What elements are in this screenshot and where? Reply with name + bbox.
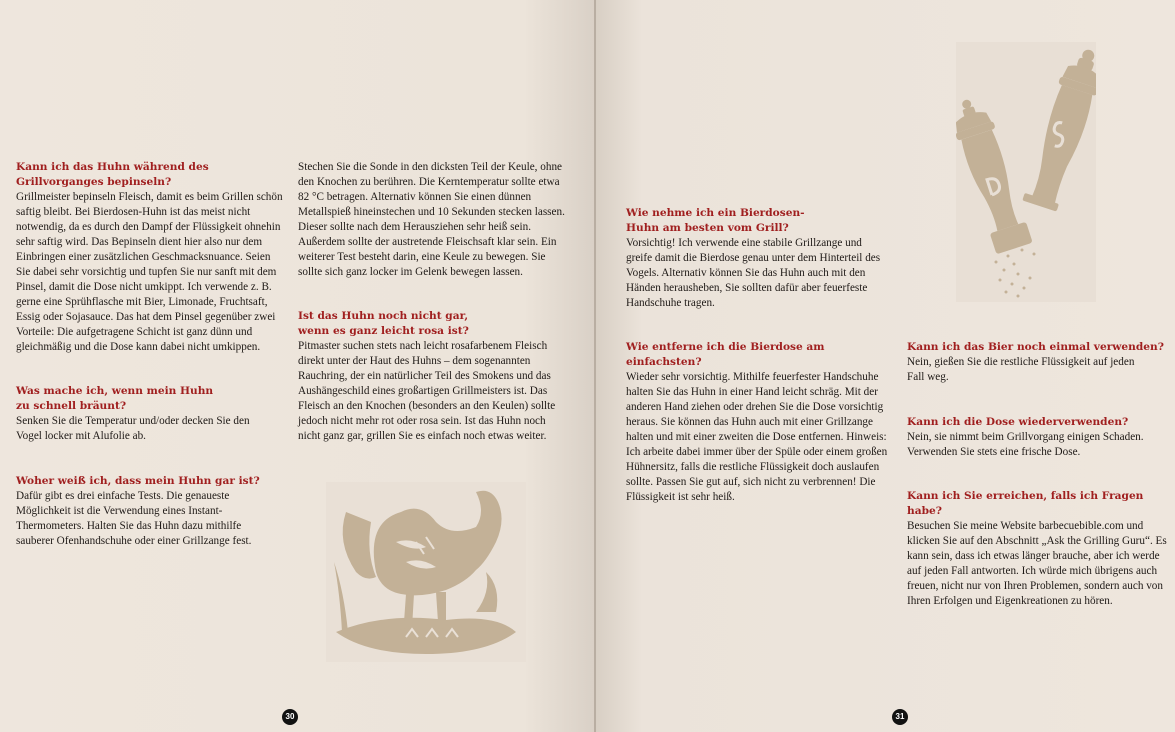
answer-text: Vorsichtig! Ich verwende eine stabile Grillzange und greife damit die Bierdose genau unter dem Hinterteil des Vogels. Alternativ können Sie das Huhn auch mit den Händen herausheben, Sie sollten dafür aber feuerfeste Handschuhe tragen. <box>626 237 881 309</box>
question-heading: Kann ich die Dose wiederverwenden? <box>907 416 1129 428</box>
answer-text: Dafür gibt es drei einfache Tests. Die genaueste Möglichkeit ist die Verwendung eines Instant-Thermometers. Halten Sie das Huhn dazu mithilfe sauberer Ofenhandschuhe oder einer Grillzange fest. <box>16 490 252 547</box>
book-spine <box>594 0 596 732</box>
right-column-2-q2 <box>907 415 1169 460</box>
salt-pepper-shaker-illustration <box>956 42 1096 302</box>
left-column-1 <box>16 160 286 355</box>
question-heading: Kann ich das Huhn während des Grillvorganges bepinseln? <box>16 161 209 188</box>
hen-illustration <box>326 482 526 662</box>
question-heading: Wie nehme ich ein Bierdosen-Huhn am besten vom Grill? <box>626 207 805 234</box>
left-column-1-q3 <box>16 474 278 549</box>
answer-text: Wieder sehr vorsichtig. Mithilfe feuerfester Handschuhe halten Sie das Huhn in einer Hand leicht schräg. Mit der anderen Hand ziehen oder drehen Sie die Dose vorsichtig heraus. Sie können das Huhn auch mit einer Grillzange halten und mit einer zweiten die Dose entfernen. Hinweis: Ich arbeite dabei immer über der Spüle oder einem großen Hühnersitz, falls die restliche Flüssigkeit doch auslaufen sollte. Passen Sie gut auf, sich nicht zu verbrennen! Die Flüssigkeit ist sehr heiß. <box>626 371 888 503</box>
question-heading: Woher weiß ich, dass mein Huhn gar ist? <box>16 475 260 487</box>
answer-text: Stechen Sie die Sonde in den dicksten Teil der Keule, ohne den Knochen zu berühren. Die Kerntemperatur sollte etwa 82 °C betragen. Alternativ können Sie einen dünnen Metallspieß hineinstechen und 10 Sekunden stecken lassen. Dieser sollte nach dem Herausziehen sehr heiß sein. Außerdem sollte der austretende Fleischsaft klar sein. Ein weiterer Test besteht darin, eine Keule zu bewegen. Sie sollte sich ganz locker im Gelenk bewegen lassen. <box>298 161 565 278</box>
answer-text: Besuchen Sie meine Website barbecuebible.com und klicken Sie auf den Abschnitt „Ask the Grilling Guru“. Es kann sein, dass ich etwas länger brauche, aber ich werde auf jeden Fall antworten. Ich würde mich übrigens auch freuen, nicht nur von Ihren Problemen, sondern auch von Ihren Erfolgen und Eigenkreationen zu hören. <box>907 520 1167 607</box>
answer-text: Senken Sie die Temperatur und/oder decken Sie den Vogel locker mit Alufolie ab. <box>16 415 250 442</box>
left-column-2-q1 <box>298 309 568 444</box>
right-column-1-q2 <box>626 340 896 505</box>
left-column-1-q2 <box>16 384 278 444</box>
question-heading: Was mache ich, wenn mein Huhn zu schnell bräunt? <box>16 385 214 412</box>
page-number-left: 30 <box>282 709 298 725</box>
question-heading: Kann ich das Bier noch einmal verwenden? <box>907 341 1164 353</box>
question-heading: Kann ich Sie erreichen, falls ich Fragen habe? <box>907 490 1144 517</box>
left-column-2 <box>298 160 568 280</box>
right-column-1 <box>626 206 896 311</box>
right-column-2 <box>907 340 1169 385</box>
answer-text: Nein, sie nimmt beim Grillvorgang einigen Schaden. Verwenden Sie stets eine frische Dose. <box>907 431 1144 458</box>
question-heading: Wie entferne ich die Bierdose am einfachsten? <box>626 341 825 368</box>
page-number-right: 31 <box>892 709 908 725</box>
answer-text: Nein, gießen Sie die restliche Flüssigkeit auf jeden Fall weg. <box>907 356 1135 383</box>
answer-text: Grillmeister bepinseln Fleisch, damit es beim Grillen schön saftig bleibt. Bei Bierdosen-Huhn ist das meist nicht notwendig, da es durch den Dampf der Flüssigkeit ohnehin sehr saftig wird. Das Bepinseln dient hier also nur dem Einbringen einer zusätzlichen Geschmacksnuance. Seien Sie dabei sehr vorsichtig und tupfen Sie nur sanft mit dem Pinsel, damit die Dose nicht umkippt. Ich verwende z. B. gerne eine Sprühflasche mit Bier, Limonade, Fruchtsaft, Essig oder Sojasauce. Das hat dem Pinsel gegenüber zwei Vorteile: Die aufgetragene Schicht ist ganz dünn und gleichmäßig und die Dose kann dabei nicht umkippen. <box>16 191 283 353</box>
question-heading: Ist das Huhn noch nicht gar, wenn es ganz leicht rosa ist? <box>298 310 469 337</box>
answer-text: Pitmaster suchen stets nach leicht rosafarbenem Fleisch direkt unter der Haut des Huhns – dem sogenannten Rauchring, der ein natürlicher Teil des Smokens und das Aushängeschild eines großartigen Grillmeisters ist. Das Fleisch an den Knochen (besonders an den Keulen) sollte jedoch nicht mehr rot oder rosa sein. Ist das Huhn noch nicht ganz gar, grillen Sie es einfach noch etwas weiter. <box>298 340 556 442</box>
right-column-2-q3 <box>907 489 1172 609</box>
